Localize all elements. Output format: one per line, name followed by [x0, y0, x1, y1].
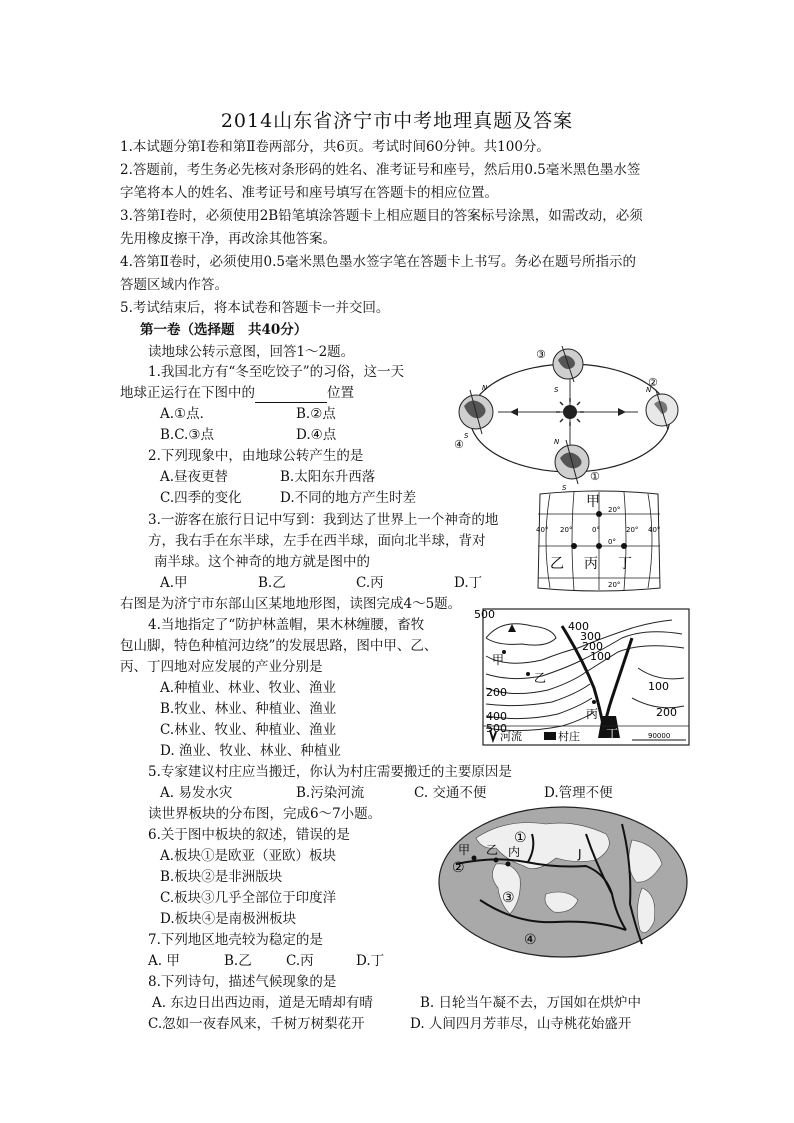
q1-option-b: B.②点: [296, 406, 336, 422]
topo-label-yi: 乙: [534, 671, 547, 685]
topographic-map-figure: [474, 608, 690, 748]
grid-lon-40e: 40°: [648, 526, 661, 534]
contour-label-100b: 100: [648, 680, 669, 693]
q4-stem-cont: 包山脚，特色种植河边绕”的发展思路，图中甲、乙、: [120, 638, 438, 654]
topo-label-jia: 甲: [492, 653, 505, 667]
q5-option-a: A. 易发水灾: [160, 785, 233, 801]
q4-option-c: C.林业、牧业、种植业、渔业: [160, 722, 337, 738]
orbit-north-bottom: N: [554, 438, 560, 446]
q3-option-b: B.乙: [258, 575, 286, 591]
q2-option-c: C.四季的变化: [160, 490, 242, 506]
q4-stem: 4.当地指定了“防护林盖帽，果木林缠腰，畜牧: [148, 617, 425, 633]
plate-label-2: ②: [452, 860, 465, 876]
contour-label-200c: 200: [486, 686, 507, 699]
instruction-4: 4.答第Ⅱ卷时，必须使用0.5毫米黑色墨水签字笔在答题卡上书写。务必在题号所指示的: [120, 254, 637, 270]
grid-lon-20e: 20°: [626, 526, 639, 534]
intro-q6-7: 读世界板块的分布图，完成6～7小题。: [148, 806, 382, 822]
orbit-south-top: S: [554, 386, 559, 394]
plate-label-1: ①: [514, 830, 527, 846]
plate-point-jia: [472, 856, 477, 861]
point-ding: [621, 543, 627, 549]
plate-label-ding: J: [578, 847, 582, 861]
plate-label-jia: 甲: [458, 843, 471, 857]
scale-label: 90000: [648, 732, 671, 740]
plate-point-bing: [506, 862, 511, 867]
contour-label-400: 400: [568, 620, 589, 633]
topo-label-ding: 丁: [606, 727, 619, 741]
orbit-label-2: ②: [648, 376, 658, 389]
grid-lat-20s: 20°: [608, 581, 621, 589]
q8-stem: 8.下列诗句，描述气候现象的是: [148, 974, 337, 990]
q1-option-c: B.C.③点: [160, 427, 214, 443]
topo-point-bing: [592, 700, 596, 704]
legend-river-label: 河流: [500, 730, 522, 743]
earth-globe-left: [459, 390, 493, 434]
contour-label-200: 200: [582, 640, 603, 653]
q3-option-c: C.丙: [356, 575, 384, 591]
earth-globe-right: [646, 390, 678, 430]
q2-option-a: A.昼夜更替: [160, 469, 229, 485]
q4-option-a: A.种植业、林业、牧业、渔业: [160, 680, 337, 696]
instruction-1: 1.本试题分第Ⅰ卷和第Ⅱ卷两部分，共6页。考试时间60分钟。共100分。: [120, 139, 550, 155]
contour-label-500: 500: [474, 608, 495, 621]
q1-option-d: D.④点: [296, 427, 337, 443]
q1-stem: 1.我国北方有“冬至吃饺子”的习俗，这一天: [148, 364, 405, 380]
topo-label-bing: 丙: [586, 707, 599, 721]
instruction-5: 5.考试结束后，将本试卷和答题卡一并交回。: [120, 300, 390, 316]
q8-option-c: C.忽如一夜春风来，千树万树梨花开: [148, 1016, 365, 1032]
topo-point-yi: [526, 672, 530, 676]
legend-village-label: 村庄: [558, 730, 580, 743]
plate-label-4: ④: [524, 932, 537, 948]
q5-stem: 5.专家建议村庄应当搬迁，你认为村庄需要搬迁的主要原因是: [148, 764, 512, 780]
q7-stem: 7.下列地区地壳较为稳定的是: [148, 932, 323, 948]
grid-lon-20w: 20°: [560, 526, 573, 534]
q4-option-b: B.牧业、林业、种植业、渔业: [160, 701, 337, 717]
q8-option-b: B. 日轮当午凝不去，万国如在烘炉中: [420, 995, 642, 1011]
contour-label-300: 300: [580, 630, 601, 643]
plate-point-yi: [494, 858, 499, 863]
q3-option-d: D.丁: [454, 575, 483, 591]
q1-option-a: A.①点．: [160, 406, 214, 422]
contour-label-100: 100: [590, 650, 611, 663]
q6-option-a: A.板块①是欧亚（亚欧）板块: [160, 848, 337, 864]
q3-option-a: A.甲: [160, 575, 188, 591]
q5-option-b: B.污染河流: [296, 785, 365, 801]
q2-option-b: B.太阳东升西落: [280, 469, 376, 485]
instruction-4-cont: 答题区域内作答。: [120, 277, 228, 293]
grid-lon-0: 0°: [592, 526, 600, 534]
instruction-2: 2.答题前，考生务必先核对条形码的姓名、准考证号和座号，然后用0.5毫米黑色墨水签: [120, 162, 641, 178]
page-title: 2014山东省济宁市中考地理真题及答案: [220, 110, 574, 132]
orbit-label-1: ①: [590, 470, 600, 483]
grid-label-yi: 乙: [550, 556, 564, 572]
q4-option-d: D. 渔业、牧业、林业、种植业: [160, 743, 341, 759]
grid-lon-40w: 40°: [536, 526, 549, 534]
earth-globe-bottom: [555, 440, 589, 484]
orbit-north-right: N: [646, 386, 652, 394]
grid-label-ding: 丁: [618, 556, 632, 572]
orbit-south-left: S: [464, 432, 469, 440]
q6-option-d: D.板块④是南极洲板块: [160, 911, 297, 927]
point-jia: [596, 511, 602, 517]
q7-option-d: D.丁: [356, 953, 385, 969]
arrow-right-icon: [618, 408, 626, 416]
plate-label-bing: 内: [508, 845, 521, 859]
earth-orbit-figure: [450, 340, 690, 492]
legend-village-icon: [544, 732, 556, 740]
q4-stem-cont2: 丙、丁四地对应发展的产业分别是: [120, 659, 323, 675]
q5-option-d: D.管理不便: [544, 785, 613, 801]
q8-option-d: D. 人间四月芳菲尽，山寺桃花始盛开: [410, 1016, 632, 1032]
q2-stem: 2.下列现象中，由地球公转产生的是: [148, 448, 364, 464]
q7-option-b: B.乙: [224, 953, 252, 969]
q5-option-c: C. 交通不便: [414, 785, 487, 801]
instruction-2-cont: 字笔将本人的姓名、准考证号和座号填写在答题卡的相应位置。: [120, 185, 498, 201]
section-heading: 第一卷（选择题 共40分）: [140, 322, 308, 338]
orbit-south-bottom: S: [562, 484, 567, 492]
point-bing: [596, 543, 602, 549]
q1-stem-cont: 地球正运行在下图中的 位置: [120, 385, 354, 401]
plate-label-yi: 乙: [486, 843, 499, 857]
instruction-3: 3.答第Ⅰ卷时，必须使用2B铅笔填涂答题卡上相应题目的答案标号涂黑，如需改动，必须: [120, 208, 643, 224]
instruction-3-cont: 先用橡皮擦干净，再改涂其他答案。: [120, 231, 336, 247]
q2-option-d: D.不同的地方产生时差: [280, 490, 417, 506]
orbit-label-3: ③: [536, 348, 546, 361]
earth-globe-top: [553, 346, 583, 382]
q7-option-c: C.丙: [286, 953, 314, 969]
contour-label-400b: 400: [486, 710, 507, 723]
plate-label-3: ③: [502, 890, 515, 906]
orbit-north-left: N: [482, 384, 488, 392]
lat-long-grid-figure: [528, 490, 670, 592]
q6-option-b: B.板块②是非洲版块: [160, 869, 283, 885]
grid-lat-20n: 20°: [608, 506, 621, 514]
contour-label-200b: 200: [656, 706, 677, 719]
q8-option-a: A. 东边日出西边雨，道是无晴却有晴: [152, 995, 373, 1011]
contour-label-500b: 500: [486, 722, 507, 735]
grid-label-jia: 甲: [586, 494, 600, 510]
orbit-label-4: ④: [454, 438, 464, 451]
q6-stem: 6.关于图中板块的叙述，错误的是: [148, 827, 350, 843]
grid-label-bing: 丙: [584, 556, 598, 572]
q3-stem-cont: 方，我右手在东半球，左手在西半球，面向北半球，背对: [148, 533, 486, 549]
intro-q1-2: 读地球公转示意图，回答1～2题。: [148, 344, 355, 360]
q3-stem-cont2: 南半球。这个神奇的地方就是图中的: [154, 554, 370, 570]
q6-option-c: C.板块③几乎全部位于印度洋: [160, 890, 337, 906]
q7-option-a: A. 甲: [148, 953, 180, 969]
intro-q4-5: 右图是为济宁市东部山区某地地形图，读图完成4～5题。: [120, 596, 462, 612]
grid-lat-0: 0°: [608, 538, 616, 546]
q3-stem: 3.一游客在旅行日记中写到：我到达了世界上一个神奇的地: [148, 512, 499, 528]
point-yi: [571, 543, 577, 549]
arrow-left-icon: [510, 408, 518, 416]
world-plates-figure: [436, 804, 690, 960]
